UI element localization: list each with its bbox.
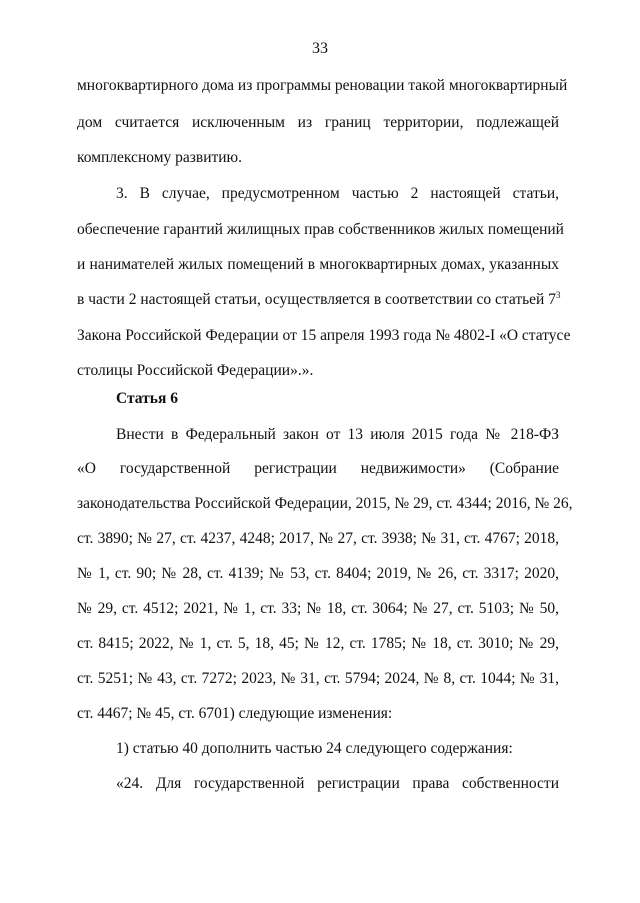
text-line: ст. 8415; 2022, № 1, ст. 5, 18, 45; № 12, ст. 1785; № 18, ст. 3010; № 29,	[77, 635, 559, 652]
text-line: обеспечение гарантий жилищных прав собственников жилых помещений	[77, 221, 564, 238]
text-line: № 1, ст. 90; № 28, ст. 4139; № 53, ст. 8404; 2019, № 26, ст. 3317; 2020,	[77, 565, 559, 582]
text-line: 3. В случае, предусмотренном частью 2 настоящей статьи,	[116, 185, 559, 202]
text-line: «О государственной регистрации недвижимости» (Собрание	[77, 460, 559, 477]
text-line: в части 2 настоящей статьи, осуществляется в соответствии со статьей 7	[77, 291, 556, 308]
text-line-with-superscript	[77, 290, 560, 310]
text-line: Внести в Федеральный закон от 13 июля 2015 года № 218-ФЗ	[116, 426, 559, 443]
text-line: ст. 4467; № 45, ст. 6701) следующие изменения:	[77, 705, 393, 722]
text-line: № 29, ст. 4512; 2021, № 1, ст. 33; № 18, ст. 3064; № 27, ст. 5103; № 50,	[77, 600, 559, 617]
text-line: 1) статью 40 дополнить частью 24 следующего содержания:	[116, 740, 513, 757]
text-line: и нанимателей жилых помещений в многоквартирных домах, указанных	[77, 256, 559, 273]
text-line: «24. Для государственной регистрации права собственности	[116, 775, 559, 792]
text-line: законодательства Российской Федерации, 2015, № 29, ст. 4344; 2016, № 26,	[77, 495, 573, 512]
article-superscript: 3	[555, 290, 561, 300]
text-line: столицы Российской Федерации».».	[77, 362, 314, 379]
text-line: комплексному развитию.	[77, 149, 243, 166]
text-line: ст. 3890; № 27, ст. 4237, 4248; 2017, № 27, ст. 3938; № 31, ст. 4767; 2018,	[77, 530, 559, 547]
page-number: 33	[312, 40, 328, 57]
article-heading: Статья 6	[116, 390, 178, 407]
text-line: многоквартирного дома из программы реновации такой многоквартирный	[77, 77, 568, 94]
text-line: ст. 5251; № 43, ст. 7272; 2023, № 31, ст. 5794; 2024, № 8, ст. 1044; № 31,	[77, 670, 559, 687]
text-line: дом считается исключенным из границ территории, подлежащей	[77, 114, 559, 131]
text-line: Закона Российской Федерации от 15 апреля 1993 года № 4802-I «О статусе	[77, 327, 571, 344]
